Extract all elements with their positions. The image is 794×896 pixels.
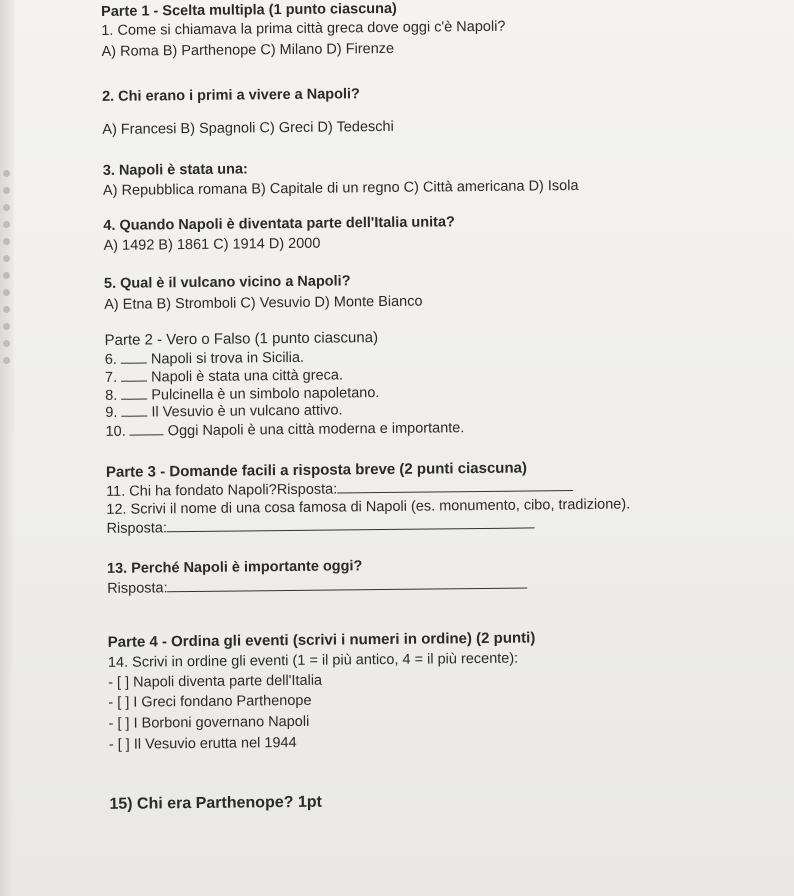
answer-blank[interactable] [121,415,147,416]
true-false-item: 6. Napoli si trova in Sicilia. [104,349,305,368]
question-5-options: A) Etna B) Stromboli C) Vesuvio D) Monte Bianco [104,293,423,313]
answer-blank[interactable] [130,434,164,435]
question-3: 3. Napoli è stata una: [102,161,248,179]
part3-heading: Parte 3 - Domande facili a risposta breve (2 punti ciascuna) [105,459,527,481]
part2-heading: Parte 2 - Vero o Falso (1 punto ciascuna) [104,329,379,349]
true-false-item: 7. Napoli è stata una città greca. [104,367,344,386]
answer-13: Risposta: [107,576,528,598]
part4-heading: Parte 4 - Ordina gli eventi (scrivi i numeri in ordine) (2 punti) [107,629,536,651]
question-2: 2. Chi erano i primi a vivere a Napoli? [101,86,360,105]
answer-blank[interactable] [121,380,147,381]
question-12: 12. Scrivi il nome di una cosa famosa di Napoli (es. monumento, cibo, tradizione). [106,496,631,518]
question-14: 14. Scrivi in ordine gli eventi (1 = il più antico, 4 = il più recente): [107,650,519,671]
question-4: 4. Quando Napoli è diventata parte dell'Italia unita? [103,214,455,234]
event-item[interactable]: - [ ] Il Vesuvio erutta nel 1944 [108,734,297,753]
true-false-item: 8. Pulcinella è un simbolo napoletano. [105,385,380,404]
true-false-item: 9. Il Vesuvio è un vulcano attivo. [105,402,343,421]
question-4-options: A) 1492 B) 1861 C) 1914 D) 2000 [103,235,321,254]
question-15: 15) Chi era Parthenope? 1pt [109,793,323,813]
question-3-options: A) Repubblica romana B) Capitale di un regno C) Città americana D) Isola [102,177,579,199]
answer-line-12[interactable] [167,527,535,532]
question-2-options: A) Francesi B) Spagnoli C) Greci D) Tedeschi [102,118,394,138]
answer-blank[interactable] [121,362,147,363]
event-item[interactable]: - [ ] Napoli diventa parte dell'Italia [108,672,323,691]
answer-blank[interactable] [121,398,147,399]
question-1-options: A) Roma B) Parthenope C) Milano D) Firenze [101,40,395,60]
part1-heading: Parte 1 - Scelta multipla (1 punto ciascuna) [101,0,397,20]
answer-line-11[interactable] [337,490,573,493]
event-item[interactable]: - [ ] I Greci fondano Parthenope [108,692,312,711]
answer-line-13[interactable] [168,588,528,593]
question-11: 11. Chi ha fondato Napoli?Risposta: [106,478,573,501]
true-false-item: 10. Oggi Napoli è una città moderna e importante. [105,420,465,440]
question-1: 1. Come si chiamava la prima città greca dove oggi c'è Napoli? [101,18,506,39]
answer-12: Risposta: [106,515,535,537]
question-13: 13. Perché Napoli è importante oggi? [106,558,363,577]
event-item[interactable]: - [ ] I Borboni governano Napoli [108,713,310,732]
question-5: 5. Qual è il vulcano vicino a Napoli? [103,273,351,292]
